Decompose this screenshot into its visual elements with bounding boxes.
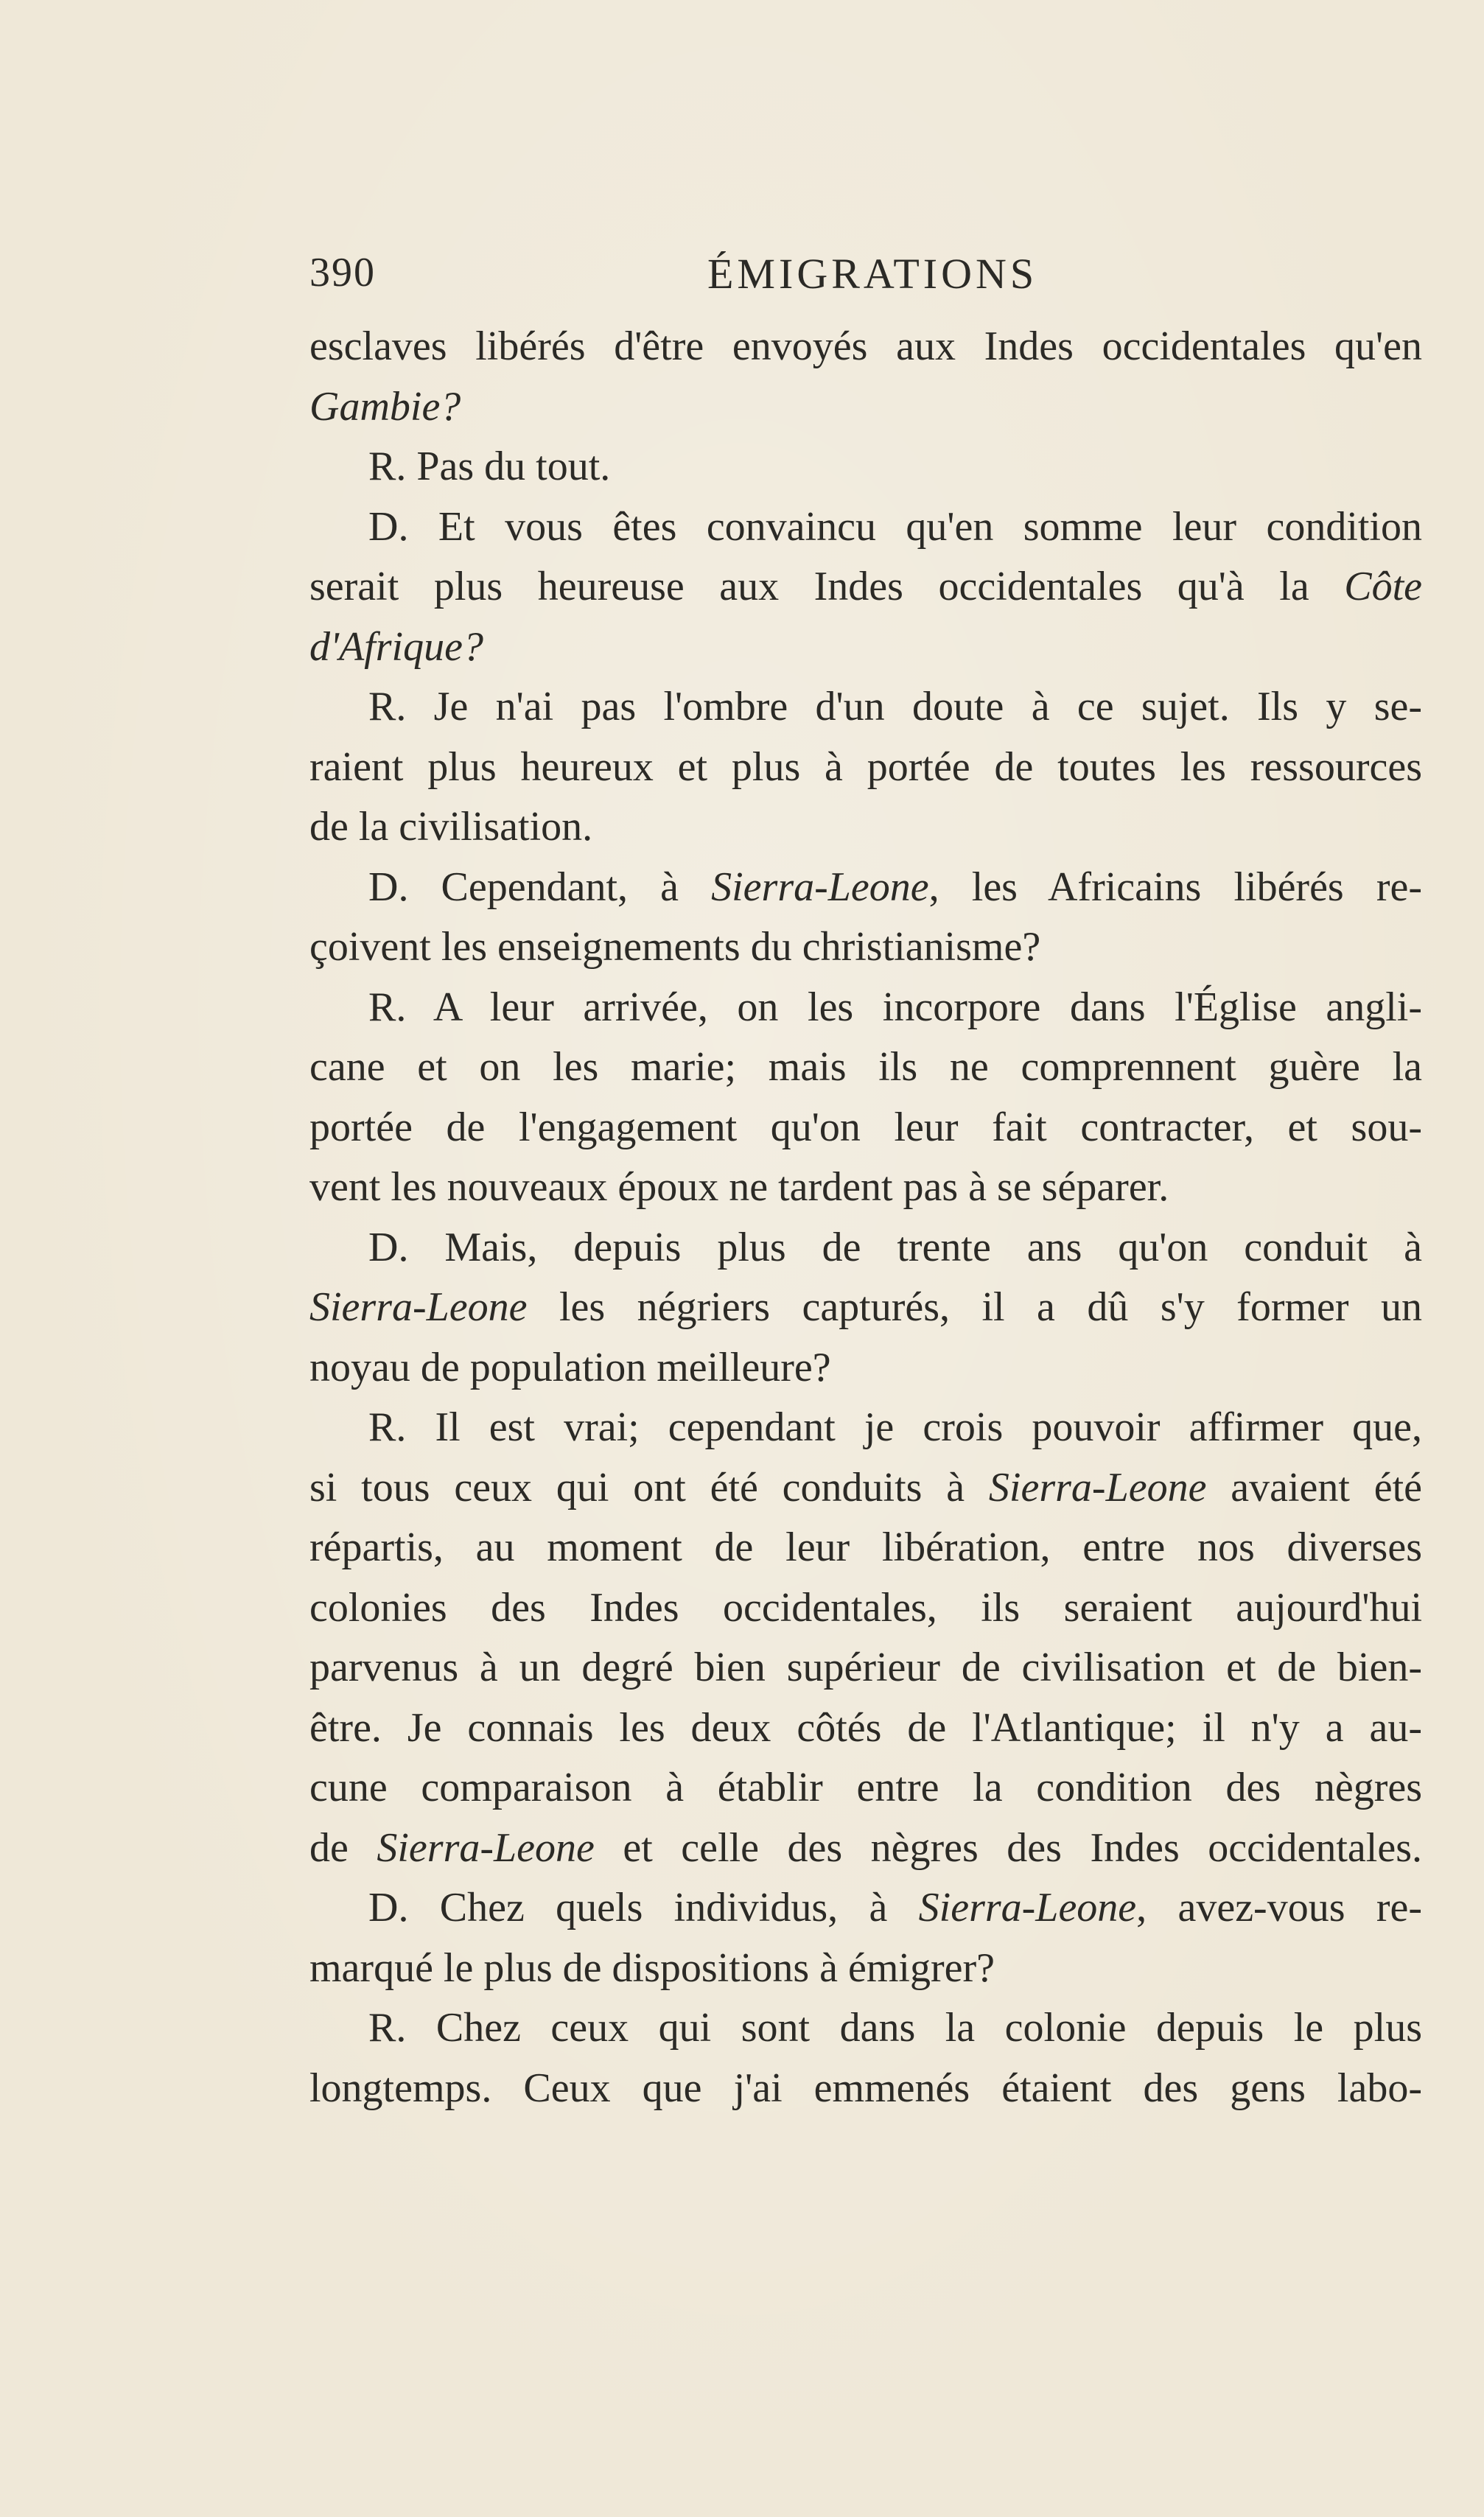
page-header bbox=[309, 249, 1422, 308]
text-line: de la civilisation. bbox=[309, 804, 593, 850]
text-line: longtemps. Ceux que j'ai emmenés étaient des gens labo- bbox=[309, 2065, 1422, 2111]
text-line: serait plus heureuse aux Indes occidentales qu'à la Côte bbox=[309, 564, 1422, 609]
page-number: 390 bbox=[309, 250, 376, 295]
text-line: noyau de population meilleure? bbox=[309, 1344, 831, 1390]
text-line: marqué le plus de dispositions à émigrer? bbox=[309, 1944, 995, 1991]
text-line: D. Chez quels individus, à Sierra-Leone, avez-vous re- bbox=[368, 1885, 1422, 1930]
text-line: D. Cependant, à Sierra-Leone, les Africains libérés re- bbox=[368, 864, 1422, 910]
text-line: répartis, au moment de leur libération, entre nos diverses bbox=[309, 1524, 1422, 1570]
text-line: R. A leur arrivée, on les incorpore dans l'Église angli- bbox=[368, 984, 1422, 1030]
running-title: ÉMIGRATIONS bbox=[707, 250, 1038, 298]
text-line: portée de l'engagement qu'on leur fait contracter, et sou- bbox=[309, 1104, 1422, 1150]
text-line: si tous ceux qui ont été conduits à Sierra-Leone avaient été bbox=[309, 1464, 1423, 1510]
text-line: R. Chez ceux qui sont dans la colonie depuis le plus bbox=[368, 2005, 1422, 2051]
text-line: raient plus heureux et plus à portée de toutes les ressources bbox=[309, 743, 1422, 790]
text-line: R. Pas du tout. bbox=[368, 444, 611, 489]
text-line: être. Je connais les deux côtés de l'Atlantique; il n'y a au- bbox=[309, 1704, 1422, 1751]
text-line: R. Je n'ai pas l'ombre d'un doute à ce sujet. Ils y se- bbox=[368, 684, 1422, 729]
text-line: çoivent les enseignements du christianisme? bbox=[309, 924, 1041, 970]
text-line: colonies des Indes occidentales, ils seraient aujourd'hui bbox=[309, 1584, 1422, 1631]
text-line: de Sierra-Leone et celle des nègres des Indes occidentales. bbox=[309, 1824, 1422, 1871]
text-line: esclaves libérés d'être envoyés aux Indes occidentales qu'en bbox=[309, 323, 1422, 369]
text-line: cune comparaison à établir entre la condition des nègres bbox=[309, 1765, 1422, 1810]
text-line: Gambie? bbox=[309, 383, 461, 430]
text-line: D. Et vous êtes convaincu qu'en somme leur condition bbox=[368, 503, 1422, 550]
text-line: vent les nouveaux époux ne tardent pas à se séparer. bbox=[309, 1164, 1169, 1210]
text-line: R. Il est vrai; cependant je crois pouvoir affirmer que, bbox=[368, 1404, 1422, 1450]
text-line: Sierra-Leone les négriers capturés, il a dû s'y former un bbox=[309, 1284, 1422, 1330]
text-line: D. Mais, depuis plus de trente ans qu'on conduit à bbox=[368, 1224, 1422, 1270]
text-line: d'Afrique? bbox=[309, 623, 483, 670]
text-line: cane et on les marie; mais ils ne comprennent guère la bbox=[309, 1044, 1422, 1090]
body-text bbox=[309, 317, 1422, 2118]
text-line: parvenus à un degré bien supérieur de civilisation et de bien- bbox=[309, 1645, 1422, 1690]
